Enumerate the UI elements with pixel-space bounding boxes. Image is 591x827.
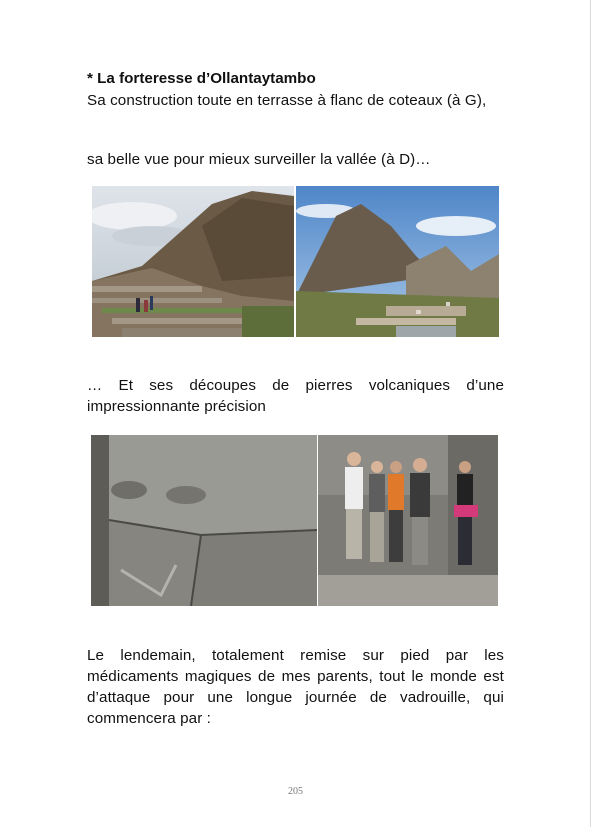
page-number: 205 xyxy=(288,786,303,797)
photo-terraces xyxy=(92,186,294,337)
photo-group xyxy=(318,435,498,606)
paragraph-view: sa belle vue pour mieux surveiller la vallée (à D)… xyxy=(87,151,431,168)
photo-valley-view xyxy=(296,186,499,337)
paragraph-construction: Sa construction toute en terrasse à flanc de coteaux (à G), xyxy=(87,92,487,109)
photo-stone-blocks xyxy=(91,435,317,606)
paragraph-next-day: Le lendemain, totalement remise sur pied par les médicaments magiques de mes parents, tout le monde est d’attaque pour une longue journée de vadrouille, qui commencera par : xyxy=(87,647,504,727)
section-heading: * La forteresse d’Ollantaytambo xyxy=(87,70,316,87)
paragraph-stones: … Et ses découpes de pierres volcaniques d’une impressionnante précision xyxy=(87,377,504,415)
